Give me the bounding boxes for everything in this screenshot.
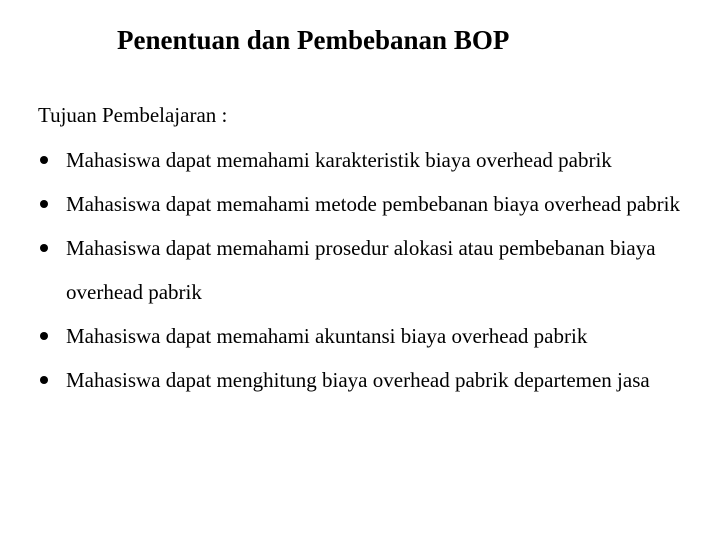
list-item-text: Mahasiswa dapat memahami prosedur alokasi atau pembebanan biaya overhead pabrik — [66, 236, 656, 304]
page-title: Penentuan dan Pembebanan BOP — [117, 25, 510, 55]
bullet-dot-icon — [40, 244, 48, 252]
bullet-dot-icon — [40, 200, 48, 208]
bullet-dot-icon — [40, 332, 48, 340]
objectives-list — [38, 138, 708, 402]
list-item — [38, 226, 708, 314]
list-item — [38, 182, 708, 226]
list-item-text: Mahasiswa dapat memahami karakteristik biaya overhead pabrik — [66, 148, 612, 172]
list-item-text: Mahasiswa dapat memahami metode pembebanan biaya overhead pabrik — [66, 192, 681, 216]
list-item — [38, 358, 708, 402]
list-item — [38, 314, 708, 358]
bullet-dot-icon — [40, 376, 48, 384]
list-item-text: Mahasiswa dapat menghitung biaya overhead pabrik departemen jasa — [66, 368, 650, 392]
section-subtitle: Tujuan Pembelajaran : — [38, 103, 228, 127]
bullet-dot-icon — [40, 156, 48, 164]
list-item — [38, 138, 708, 182]
list-item-text: Mahasiswa dapat memahami akuntansi biaya overhead pabrik — [66, 324, 588, 348]
